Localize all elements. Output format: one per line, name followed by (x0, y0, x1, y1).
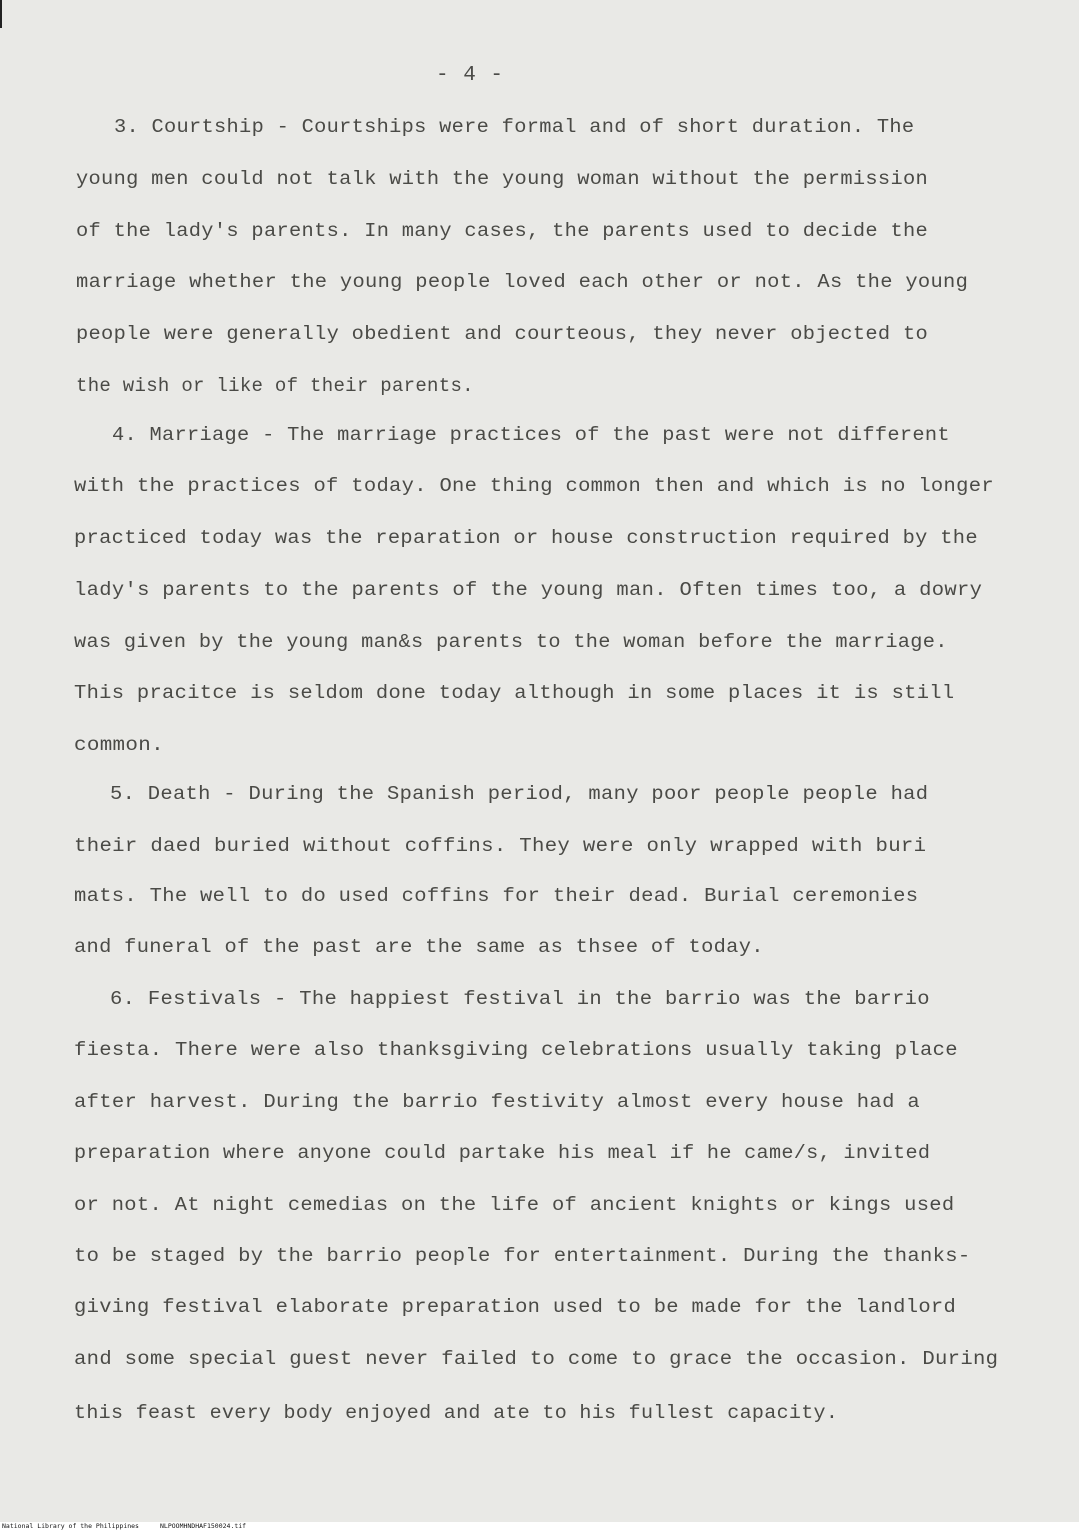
text-line: the wish or like of their parents. (76, 375, 474, 397)
text-line: or not. At night cemedias on the life of ancient knights or kings used (74, 1194, 955, 1216)
text-line: after harvest. During the barrio festivity almost every house had a (74, 1091, 920, 1113)
text-line: common. (74, 734, 164, 756)
text-line: practiced today was the reparation or house construction required by the (74, 527, 978, 549)
page-number: - 4 - (435, 64, 504, 87)
text-line: 3. Courtship - Courtships were formal and of short duration. The (114, 116, 915, 138)
text-line: was given by the young man&s parents to the woman before the marriage. (74, 631, 948, 653)
text-line: This pracitce is seldom done today although in some places it is still (74, 682, 955, 704)
text-line: marriage whether the young people loved each other or not. As the young (76, 271, 969, 293)
text-line: giving festival elaborate preparation used to be made for the landlord (74, 1296, 957, 1318)
footer-institution: National Library of the Philippines (2, 1522, 139, 1530)
text-line: preparation where anyone could partake his meal if he came/s, invited (74, 1142, 931, 1164)
text-line: to be staged by the barrio people for entertainment. During the thanks- (74, 1245, 971, 1267)
scan-footer (0, 1522, 1079, 1531)
text-line: with the practices of today. One thing common then and which is no longer (74, 475, 994, 497)
text-line: mats. The well to do used coffins for their dead. Burial ceremonies (74, 885, 919, 907)
text-line: lady's parents to the parents of the young man. Often times too, a dowry (74, 579, 983, 601)
text-line: 4. Marriage - The marriage practices of the past were not different (112, 424, 950, 446)
text-line: young men could not talk with the young woman without the permission (76, 168, 929, 190)
text-line: of the lady's parents. In many cases, the parents used to decide the (76, 220, 929, 242)
scan-edge-mark (0, 0, 2, 28)
text-line: their daed buried without coffins. They were only wrapped with buri (74, 835, 927, 857)
text-line: people were generally obedient and courteous, they never objected to (76, 323, 929, 345)
text-line: 5. Death - During the Spanish period, many poor people people had (110, 783, 929, 805)
text-line: and funeral of the past are the same as thsee of today. (74, 936, 764, 958)
footer-filename: NLPOOMHNDHAF150024.tif (160, 1522, 247, 1530)
text-line: this feast every body enjoyed and ate to his fullest capacity. (74, 1402, 839, 1424)
text-line: and some special guest never failed to come to grace the occasion. During (74, 1348, 999, 1370)
text-line: 6. Festivals - The happiest festival in the barrio was the barrio (110, 988, 930, 1010)
text-line: fiesta. There were also thanksgiving celebrations usually taking place (74, 1039, 958, 1061)
